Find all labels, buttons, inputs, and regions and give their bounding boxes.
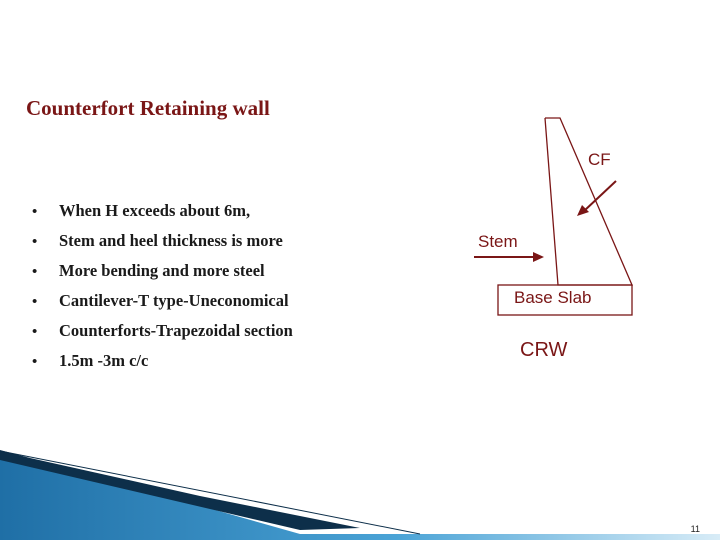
- bullet-text: Counterforts-Trapezoidal section: [59, 321, 293, 340]
- bullet-marker: •: [32, 264, 38, 280]
- bullet-text: When H exceeds about 6m,: [59, 201, 251, 220]
- counterfort-outline: [545, 118, 632, 285]
- bullet-text: 1.5m -3m c/c: [59, 351, 149, 370]
- slide-title: Counterfort Retaining wall: [26, 96, 270, 120]
- bullet-marker: •: [32, 234, 38, 250]
- cf-label: CF: [588, 150, 611, 169]
- bullet-marker: •: [32, 324, 38, 340]
- bullet-text: Cantilever-T type-Uneconomical: [59, 291, 289, 310]
- stem-label: Stem: [478, 232, 518, 251]
- bullet-text: Stem and heel thickness is more: [59, 231, 283, 250]
- crw-label: CRW: [520, 339, 568, 361]
- stem-arrow-head: [533, 252, 544, 262]
- base-slab-label: Base Slab: [514, 288, 592, 307]
- bullet-marker: •: [32, 204, 38, 220]
- bullet-text: More bending and more steel: [59, 261, 265, 280]
- bullet-marker: •: [32, 294, 38, 310]
- bullet-marker: •: [32, 354, 38, 370]
- page-number: 11: [690, 524, 700, 534]
- footer-decoration: [0, 450, 720, 540]
